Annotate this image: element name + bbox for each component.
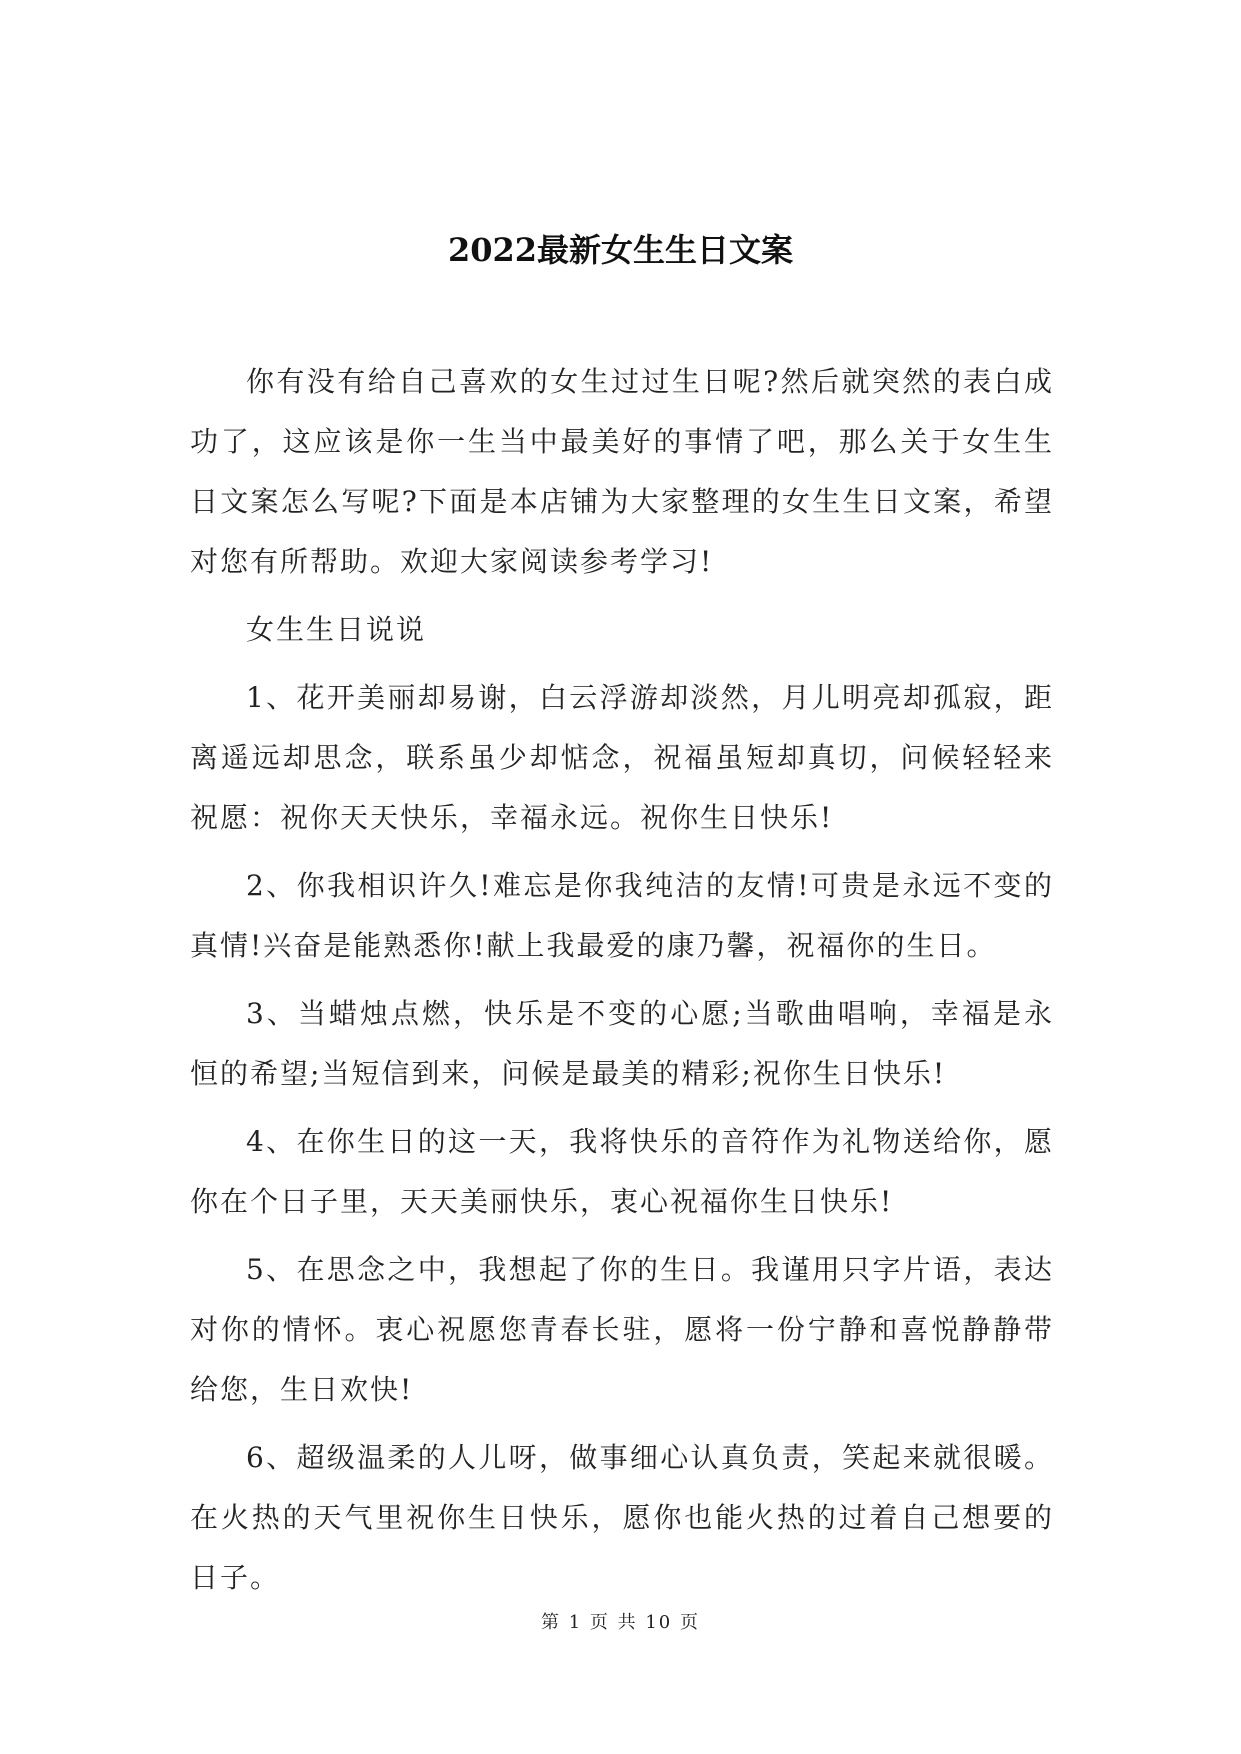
list-item: 3、当蜡烛点燃，快乐是不变的心愿;当歌曲唱响，幸福是永恒的希望;当短信到来，问候是最美的精彩;祝你生日快乐!	[190, 997, 1054, 1090]
list-item: 5、在思念之中，我想起了你的生日。我谨用只字片语，表达对你的情怀。衷心祝愿您青春长驻，愿将一份宁静和喜悦静静带给您，生日欢快!	[190, 1253, 1054, 1406]
list-item: 1、花开美丽却易谢，白云浮游却淡然，月儿明亮却孤寂，距离遥远却思念，联系虽少却惦念，祝福虽短却真切，问候轻轻来祝愿：祝你天天快乐，幸福永远。祝你生日快乐!	[190, 681, 1054, 834]
list-item: 6、超级温柔的人儿呀，做事细心认真负责，笑起来就很暖。在火热的天气里祝你生日快乐，愿你也能火热的过着自己想要的日子。	[190, 1441, 1054, 1594]
document-title: 2022最新女生生日文案	[447, 231, 794, 269]
intro-paragraph: 你有没有给自己喜欢的女生过过生日呢?然后就突然的表白成功了，这应该是你一生当中最美好的事情了吧，那么关于女生生日文案怎么写呢?下面是本店铺为大家整理的女生生日文案，希望对您有所帮助。欢迎大家阅读参考学习!	[190, 365, 1054, 578]
page-footer: 第 1 页 共 10 页	[541, 1612, 700, 1633]
list-item: 4、在你生日的这一天，我将快乐的音符作为礼物送给你，愿你在个日子里，天天美丽快乐，衷心祝福你生日快乐!	[190, 1125, 1054, 1218]
list-item: 2、你我相识许久!难忘是你我纯洁的友情!可贵是永远不变的真情!兴奋是能熟悉你!献上我最爱的康乃馨，祝福你的生日。	[190, 869, 1054, 962]
document-body	[190, 352, 1054, 1616]
section-heading: 女生生日说说	[246, 613, 427, 646]
